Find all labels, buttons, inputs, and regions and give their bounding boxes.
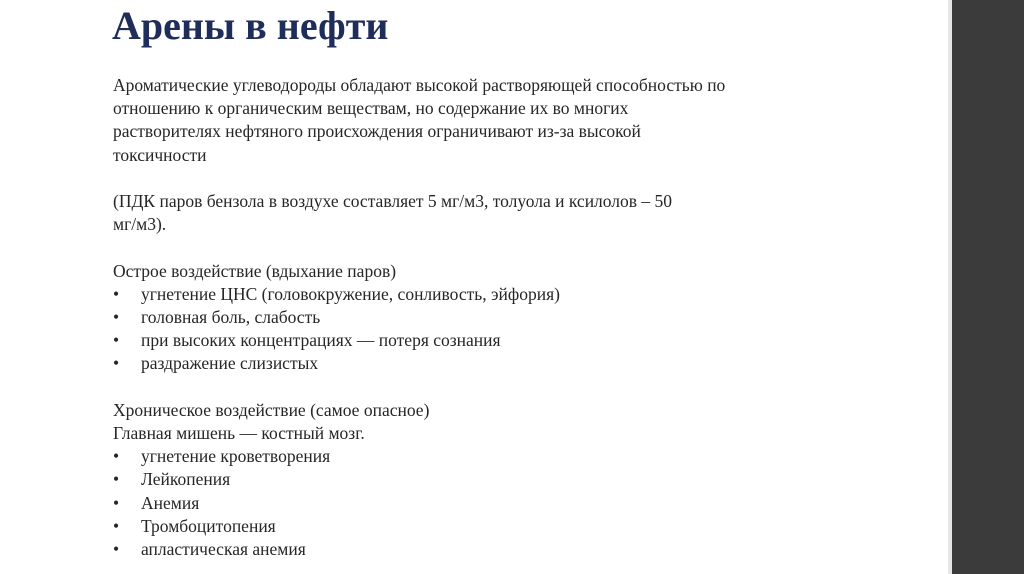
acute-list-item [113, 306, 893, 329]
bullet-icon: • [113, 330, 120, 351]
side-panel [952, 0, 1024, 574]
bullet-icon: • [113, 307, 120, 327]
intro-line-1: Ароматические углеводороды обладают высокой растворяющей способностью по [113, 75, 726, 95]
spacer [113, 236, 893, 259]
acute-list-item [113, 329, 893, 352]
bullet-icon: • [113, 539, 120, 560]
spacer [113, 376, 893, 399]
spacer [113, 167, 893, 190]
chronic-list-item [113, 515, 893, 538]
acute-item-text: раздражение слизистых [141, 353, 319, 374]
intro-line-4: токсичности [113, 144, 207, 165]
chronic-item-text: апластическая анемия [141, 539, 306, 560]
chronic-item-text: угнетение кроветворения [141, 446, 331, 467]
chronic-item-text: Лейкопения [141, 469, 231, 490]
acute-heading: Острое воздействие (вдыхание паров) [113, 260, 397, 281]
acute-item-text: головная боль, слабость [141, 307, 321, 327]
bullet-icon: • [113, 446, 120, 467]
chronic-list-item [113, 445, 893, 468]
chronic-item-text: Анемия [141, 492, 200, 513]
chronic-item-text: Тромбоцитопения [141, 515, 276, 536]
chronic-target: Главная мишень — костный мозг. [113, 423, 365, 443]
chronic-list-item [113, 538, 893, 561]
chronic-list-item [113, 468, 893, 491]
bullet-icon: • [113, 492, 120, 513]
acute-item-text: угнетение ЦНС (головокружение, сонливость, эйфория) [141, 283, 560, 304]
bullet-icon: • [113, 353, 120, 374]
chronic-heading: Хроническое воздействие (самое опасное) [113, 399, 430, 420]
acute-list-item [113, 352, 893, 375]
pdk-line-1: (ПДК паров бензола в воздухе составляет 5 мг/м3, толуола и ксилолов – 50 [113, 191, 673, 211]
intro-line-3: растворителях нефтяного происхождения ограничивают из-за высокой [113, 121, 641, 142]
bullet-icon: • [113, 283, 120, 304]
pdk-line-2: мг/м3). [113, 214, 167, 235]
acute-list-item [113, 283, 893, 306]
chronic-list-item [113, 492, 893, 515]
slide-body [113, 74, 893, 561]
acute-item-text: при высоких концентрациях — потеря сознания [141, 330, 501, 351]
bullet-icon: • [113, 515, 120, 536]
slide-title: Арены в нефти [112, 3, 389, 48]
intro-line-2: отношению к органическим веществам, но содержание их во многих [113, 98, 629, 119]
bullet-icon: • [113, 469, 120, 490]
